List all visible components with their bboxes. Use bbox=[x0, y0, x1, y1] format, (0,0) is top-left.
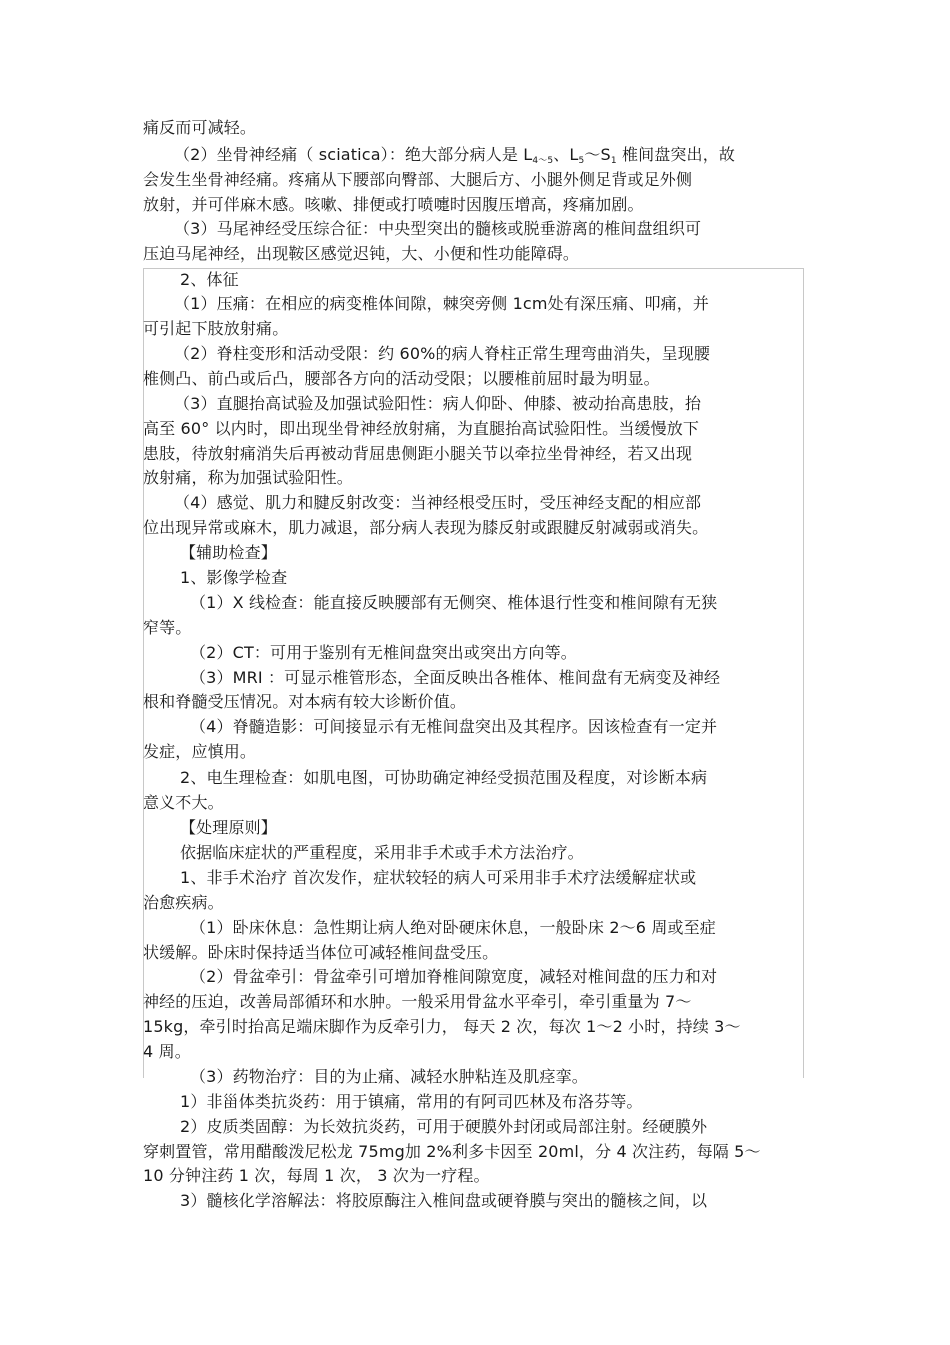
text-line: 放射痛，称为加强试验阳性。 bbox=[143, 468, 353, 487]
text-line: 根和脊髓受压情况。对本病有较大诊断价值。 bbox=[143, 692, 467, 711]
text-line: （1）X 线检查：能直接反映腰部有无侧突、椎体退行性变和椎间隙有无狭 bbox=[190, 593, 718, 612]
text-line: 2）皮质类固醇：为长效抗炎药，可用于硬膜外封闭或局部注射。经硬膜外 bbox=[180, 1117, 708, 1136]
text-line: （4）脊髓造影：可间接显示有无椎间盘突出及其程序。因该检查有一定并 bbox=[190, 717, 718, 736]
text-line: 4 周。 bbox=[143, 1042, 191, 1061]
text-line: 会发生坐骨神经痛。疼痛从下腰部向臀部、大腿后方、小腿外侧足背或足外侧 bbox=[143, 170, 693, 189]
text-line: （4）感觉、肌力和腱反射改变：当神经根受压时，受压神经支配的相应部 bbox=[174, 493, 702, 512]
text-line: （3）MRI ：可显示椎管形态，全面反映出各椎体、椎间盘有无病变及神经 bbox=[190, 668, 721, 687]
frame-line-top bbox=[143, 268, 804, 269]
text-fragment: ～S bbox=[584, 145, 611, 164]
text-line bbox=[174, 145, 735, 171]
subsection-heading: 1、影像学检查 bbox=[180, 568, 288, 587]
text-line: （2）骨盆牵引：骨盆牵引可增加脊椎间隙宽度，减轻对椎间盘的压力和对 bbox=[190, 967, 718, 986]
text-line: 痛反而可减轻。 bbox=[143, 118, 257, 137]
text-line: （2）CT：可用于鉴别有无椎间盘突出或突出方向等。 bbox=[190, 643, 577, 662]
text-line: （3）马尾神经受压综合征：中央型突出的髓核或脱垂游离的椎间盘组织可 bbox=[174, 219, 702, 238]
text-line: 发症，应慎用。 bbox=[143, 742, 257, 761]
text-line: 3）髓核化学溶解法：将胶原酶注入椎间盘或硬脊膜与突出的髓核之间，以 bbox=[180, 1191, 708, 1210]
subscript: 5 bbox=[578, 156, 585, 166]
text-line: 椎侧凸、前凸或后凸，腰部各方向的活动受限；以腰椎前屈时最为明显。 bbox=[143, 369, 660, 388]
text-line: 15kg，牵引时抬高足端床脚作为反牵引力， 每天 2 次，每次 1～2 小时，持续 3～ bbox=[143, 1017, 741, 1036]
subscript: 1 bbox=[610, 156, 617, 166]
text-line: 1、非手术治疗 首次发作，症状较轻的病人可采用非手术疗法缓解症状或 bbox=[180, 868, 697, 887]
text-line: 患肢，待放射痛消失后再被动背屈患侧距小腿关节以牵拉坐骨神经，若又出现 bbox=[143, 444, 693, 463]
section-heading: 【处理原则】 bbox=[180, 818, 277, 837]
text-line: 1）非甾体类抗炎药：用于镇痛，常用的有阿司匹林及布洛芬等。 bbox=[180, 1092, 643, 1111]
text-line: 放射，并可伴麻木感。咳嗽、排便或打喷嚏时因腹压增高，疼痛加剧。 bbox=[143, 195, 644, 214]
text-line: 窄等。 bbox=[143, 618, 192, 637]
text-line: 可引起下肢放射痛。 bbox=[143, 319, 289, 338]
text-line: 位出现异常或麻木，肌力减退，部分病人表现为膝反射或跟腱反射减弱或消失。 bbox=[143, 518, 709, 537]
text-line: 高至 60° 以内时，即出现坐骨神经放射痛，为直腿抬高试验阳性。当缓慢放下 bbox=[143, 419, 700, 438]
text-line: 依据临床症状的严重程度，采用非手术或手术方法治疗。 bbox=[180, 843, 584, 862]
text-fragment: 椎间盘突出，故 bbox=[616, 145, 735, 164]
text-line: 穿刺置管，常用醋酸泼尼松龙 75mg加 2%利多卡因至 20ml，分 4 次注药，每隔 5～ bbox=[143, 1142, 761, 1161]
text-line: 压迫马尾神经，出现鞍区感觉迟钝，大、小便和性功能障碍。 bbox=[143, 244, 580, 263]
text-line: 神经的压迫，改善局部循环和水肿。一般采用骨盆水平牵引，牵引重量为 7～ bbox=[143, 992, 692, 1011]
text-line: 状缓解。卧床时保持适当体位可减轻椎间盘受压。 bbox=[143, 943, 499, 962]
section-heading: 【辅助检查】 bbox=[180, 543, 277, 562]
text-line: 10 分钟注药 1 次，每周 1 次， 3 次为一疗程。 bbox=[143, 1166, 490, 1185]
text-line: （2）脊柱变形和活动受限：约 60%的病人脊柱正常生理弯曲消失，呈现腰 bbox=[174, 344, 711, 363]
text-line: （3）药物治疗：目的为止痛、减轻水肿粘连及肌痉挛。 bbox=[190, 1067, 588, 1086]
section-heading: 2、体征 bbox=[180, 270, 239, 289]
frame-line-right bbox=[803, 268, 804, 1078]
text-fragment: （2）坐骨神经痛（ sciatica）：绝大部分病人是 L bbox=[174, 145, 533, 164]
text-line: （1）压痛：在相应的病变椎体间隙，棘突旁侧 1cm处有深压痛、叩痛，并 bbox=[174, 294, 710, 313]
text-fragment: 、L bbox=[553, 145, 579, 164]
text-line: 意义不大。 bbox=[143, 793, 224, 812]
text-line: （3）直腿抬高试验及加强试验阳性：病人仰卧、伸膝、被动抬高患肢，抬 bbox=[174, 394, 702, 413]
text-line: （1）卧床休息：急性期让病人绝对卧硬床休息，一般卧床 2～6 周或至症 bbox=[190, 918, 716, 937]
subscript: 4～5 bbox=[532, 156, 554, 166]
text-line: 2、电生理检查：如肌电图，可协助确定神经受损范围及程度，对诊断本病 bbox=[180, 768, 708, 787]
text-line: 治愈疾病。 bbox=[143, 893, 224, 912]
